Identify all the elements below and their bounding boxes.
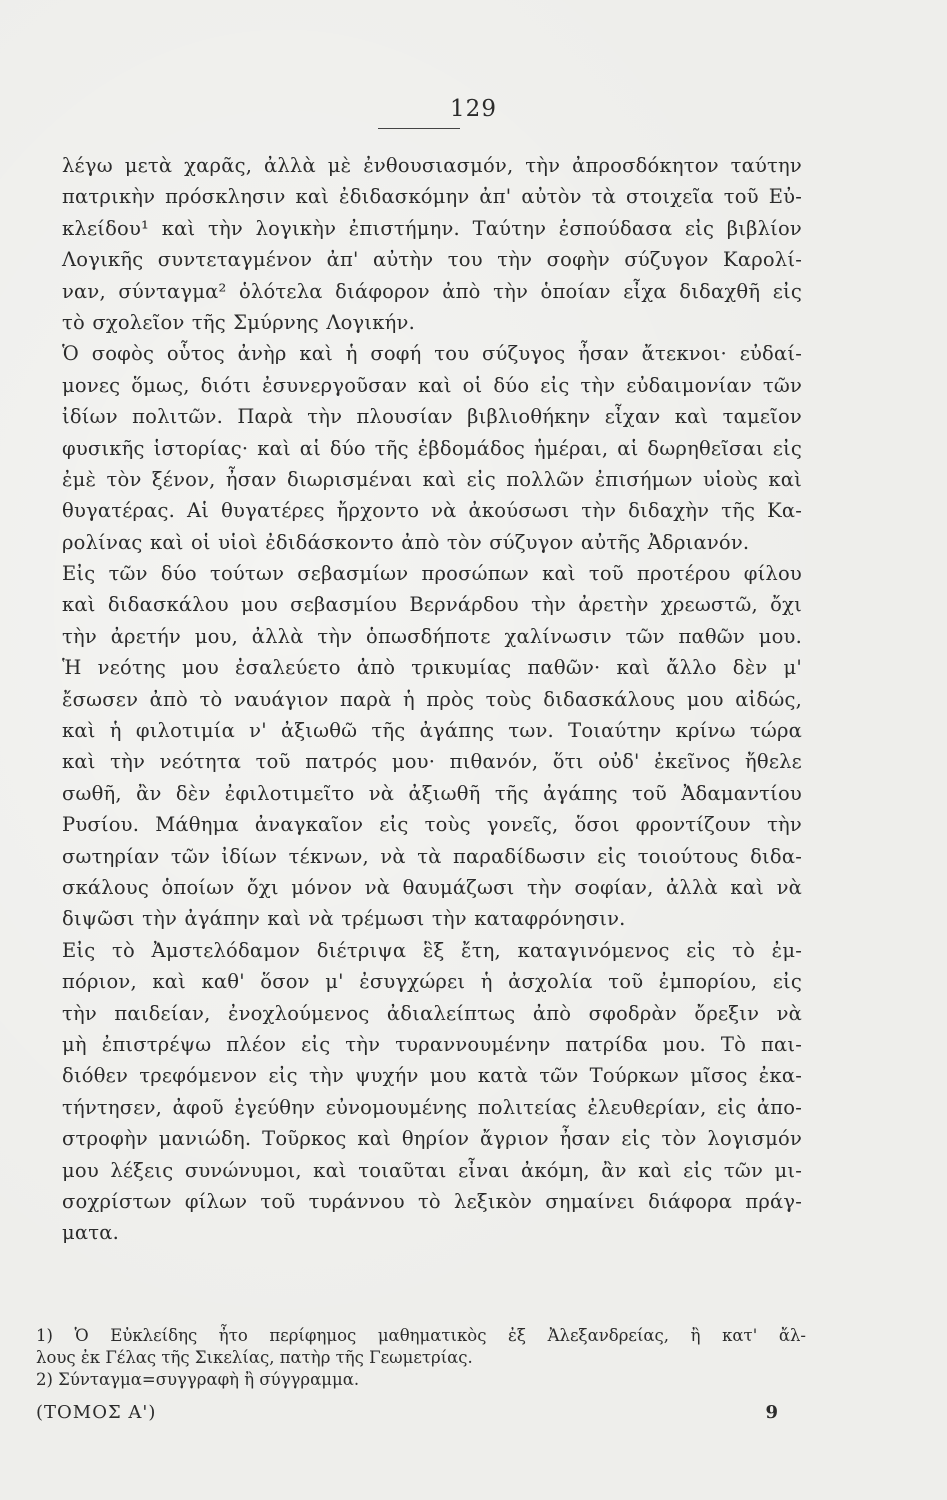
text-line: πατρικὴν πρόσκλησιν καὶ ἐδιδασκόμην ἀπ' αὐτὸν τὰ στοιχεῖα τοῦ Εὐ- <box>62 185 802 209</box>
text-line: στροφὴν μανιώδη. Τοῦρκος καὶ θηρίον ἄγριον ἦσαν εἰς τὸν λογισμόν <box>62 1127 802 1151</box>
text-line: Εἰς τῶν δύο τούτων σεβασμίων προσώπων καὶ τοῦ προτέρου φίλου <box>62 562 802 586</box>
text-line: ναν, σύνταγμα² ὁλότελα διάφορον ἀπὸ τὴν ὁποίαν εἶχα διδαχθῆ εἰς <box>62 279 802 303</box>
text-line: καὶ τὴν νεότητα τοῦ πατρός μου· πιθανόν, ὅτι οὐδ' ἐκεῖνος ἤθελε <box>62 750 802 774</box>
text-line: πόριον, καὶ καθ' ὅσον μ' ἐσυγχώρει ἡ ἀσχολία τοῦ ἐμπορίου, εἰς <box>62 970 802 994</box>
page-number-rule <box>378 128 460 129</box>
text-line: σκάλους ὁποίων ὄχι μόνον νὰ θαυμάζωσι τὴν σοφίαν, ἀλλὰ καὶ νὰ <box>62 875 802 899</box>
text-line: σωτηρίαν τῶν ἰδίων τέκνων, νὰ τὰ παραδίδωσιν εἰς τοιούτους διδα- <box>62 844 802 868</box>
footnote-line: 1) Ὁ Εὐκλείδης ἦτο περίφημος μαθηματικὸς ἐξ Ἀλεξανδρείας, ἢ κατ' ἄλ- <box>36 1326 806 1345</box>
text-line: ἐμὲ τὸν ξένον, ἦσαν διωρισμέναι καὶ εἰς πολλῶν ἐπισήμων υἱοὺς καὶ <box>62 467 802 491</box>
text-line: καὶ διδασκάλου μου σεβασμίου Βερνάρδου τὴν ἀρετὴν χρεωστῶ, ὄχι <box>62 593 802 617</box>
signature-row <box>36 1402 806 1428</box>
text-line: μου λέξεις συνώνυμοι, καὶ τοιαῦται εἶναι ἀκόμη, ἂν καὶ εἰς τῶν μι- <box>62 1158 802 1182</box>
body-text <box>62 150 802 1249</box>
text-line: Ὁ σοφὸς οὗτος ἀνὴρ καὶ ἡ σοφή του σύζυγος ἦσαν ἄτεκνοι· εὐδαί- <box>62 342 802 366</box>
text-line: τὴν παιδείαν, ἐνοχλούμενος ἀδιαλείπτως ἀπὸ σφοδρὰν ὄρεξιν νὰ <box>62 1001 802 1025</box>
text-line: φυσικῆς ἱστορίας· καὶ αἱ δύο τῆς ἑβδομάδος ἡμέραι, αἱ δωρηθεῖσαι εἰς <box>62 436 802 460</box>
text-line: λέγω μετὰ χαρᾶς, ἀλλὰ μὲ ἐνθουσιασμόν, τὴν ἀπροσδόκητον ταύτην <box>62 154 802 177</box>
text-line: ἰδίων πολιτῶν. Παρὰ τὴν πλουσίαν βιβλιοθήκην εἶχαν καὶ ταμεῖον <box>62 405 802 429</box>
footnote-line: 2) Σύνταγμα=συγγραφὴ ἢ σύγγραμμα. <box>36 1370 360 1389</box>
footnotes <box>36 1325 806 1391</box>
text-line: μὴ ἐπιστρέψω πλέον εἰς τὴν τυραννουμένην πατρίδα μου. Τὸ παι- <box>62 1032 802 1056</box>
text-line: σωθῆ, ἂν δὲν ἐφιλοτιμεῖτο νὰ ἀξιωθῆ τῆς ἀγάπης τοῦ Ἀδαμαντίου <box>62 781 802 805</box>
text-line: σοχρίστων φίλων τοῦ τυράννου τὸ λεξικὸν σημαίνει διάφορα πράγ- <box>62 1189 802 1213</box>
text-line: τὸ σχολεῖον τῆς Σμύρνης Λογικήν. <box>62 310 415 334</box>
footnote-line: λους ἐκ Γέλας τῆς Σικελίας, πατὴρ τῆς Γεωμετρίας. <box>36 1348 473 1367</box>
text-line: καὶ ἡ φιλοτιμία ν' ἀξιωθῶ τῆς ἀγάπης των. Τοιαύτην κρίνω τώρα <box>62 719 802 743</box>
text-line: ματα. <box>62 1221 119 1245</box>
text-line: Εἰς τὸ Ἀμστελόδαμον διέτριψα ἓξ ἔτη, καταγινόμενος εἰς τὸ ἐμ- <box>62 938 802 962</box>
text-line: Ρυσίου. Μάθημα ἀναγκαῖον εἰς τοὺς γονεῖς, ὅσοι φροντίζουν τὴν <box>62 813 802 837</box>
text-line: διόθεν τρεφόμενον εἰς τὴν ψυχήν μου κατὰ τῶν Τούρκων μῖσος ἐκα- <box>62 1064 802 1088</box>
text-line: κλείδου¹ καὶ τὴν λογικὴν ἐπιστήμην. Ταύτην ἐσπούδασα εἰς βιβλίον <box>62 216 802 240</box>
text-line: διψῶσι τὴν ἀγάπην καὶ νὰ τρέμωσι τὴν καταφρόνησιν. <box>62 907 626 931</box>
page-number: 129 <box>450 96 497 122</box>
volume-signature: (ΤΟΜΟΣ Α') <box>36 1402 157 1423</box>
text-line: ρολίνας καὶ οἱ υἱοὶ ἐδιδάσκοντο ἀπὸ τὸν σύζυγον αὐτῆς Ἀδριανόν. <box>62 530 750 554</box>
text-line: τὴν ἀρετήν μου, ἀλλὰ τὴν ὁπωσδήποτε χαλίνωσιν τῶν παθῶν μου. <box>62 624 802 648</box>
text-line: τήντησεν, ἀφοῦ ἐγεύθην εὐνομουμένης πολιτείας ἐλευθερίαν, εἰς ἀπο- <box>62 1095 802 1119</box>
text-line: Ἡ νεότης μου ἐσαλεύετο ἀπὸ τρικυμίας παθῶν· καὶ ἄλλο δὲν μ' <box>62 656 802 680</box>
text-line: ἔσωσεν ἀπὸ τὸ ναυάγιον παρὰ ἡ πρὸς τοὺς διδασκάλους μου αἰδώς, <box>62 687 802 711</box>
text-line: μονες ὅμως, διότι ἐσυνεργοῦσαν καὶ οἱ δύο εἰς τὴν εὐδαιμονίαν τῶν <box>62 373 802 397</box>
text-line: θυγατέρας. Αἱ θυγατέρες ἤρχοντο νὰ ἀκούσωσι τὴν διδαχὴν τῆς Κα- <box>62 499 802 523</box>
gathering-number: 9 <box>765 1402 778 1423</box>
text-line: Λογικῆς συντεταγμένον ἀπ' αὐτὴν του τὴν σοφὴν σύζυγον Καρολί- <box>62 248 802 272</box>
